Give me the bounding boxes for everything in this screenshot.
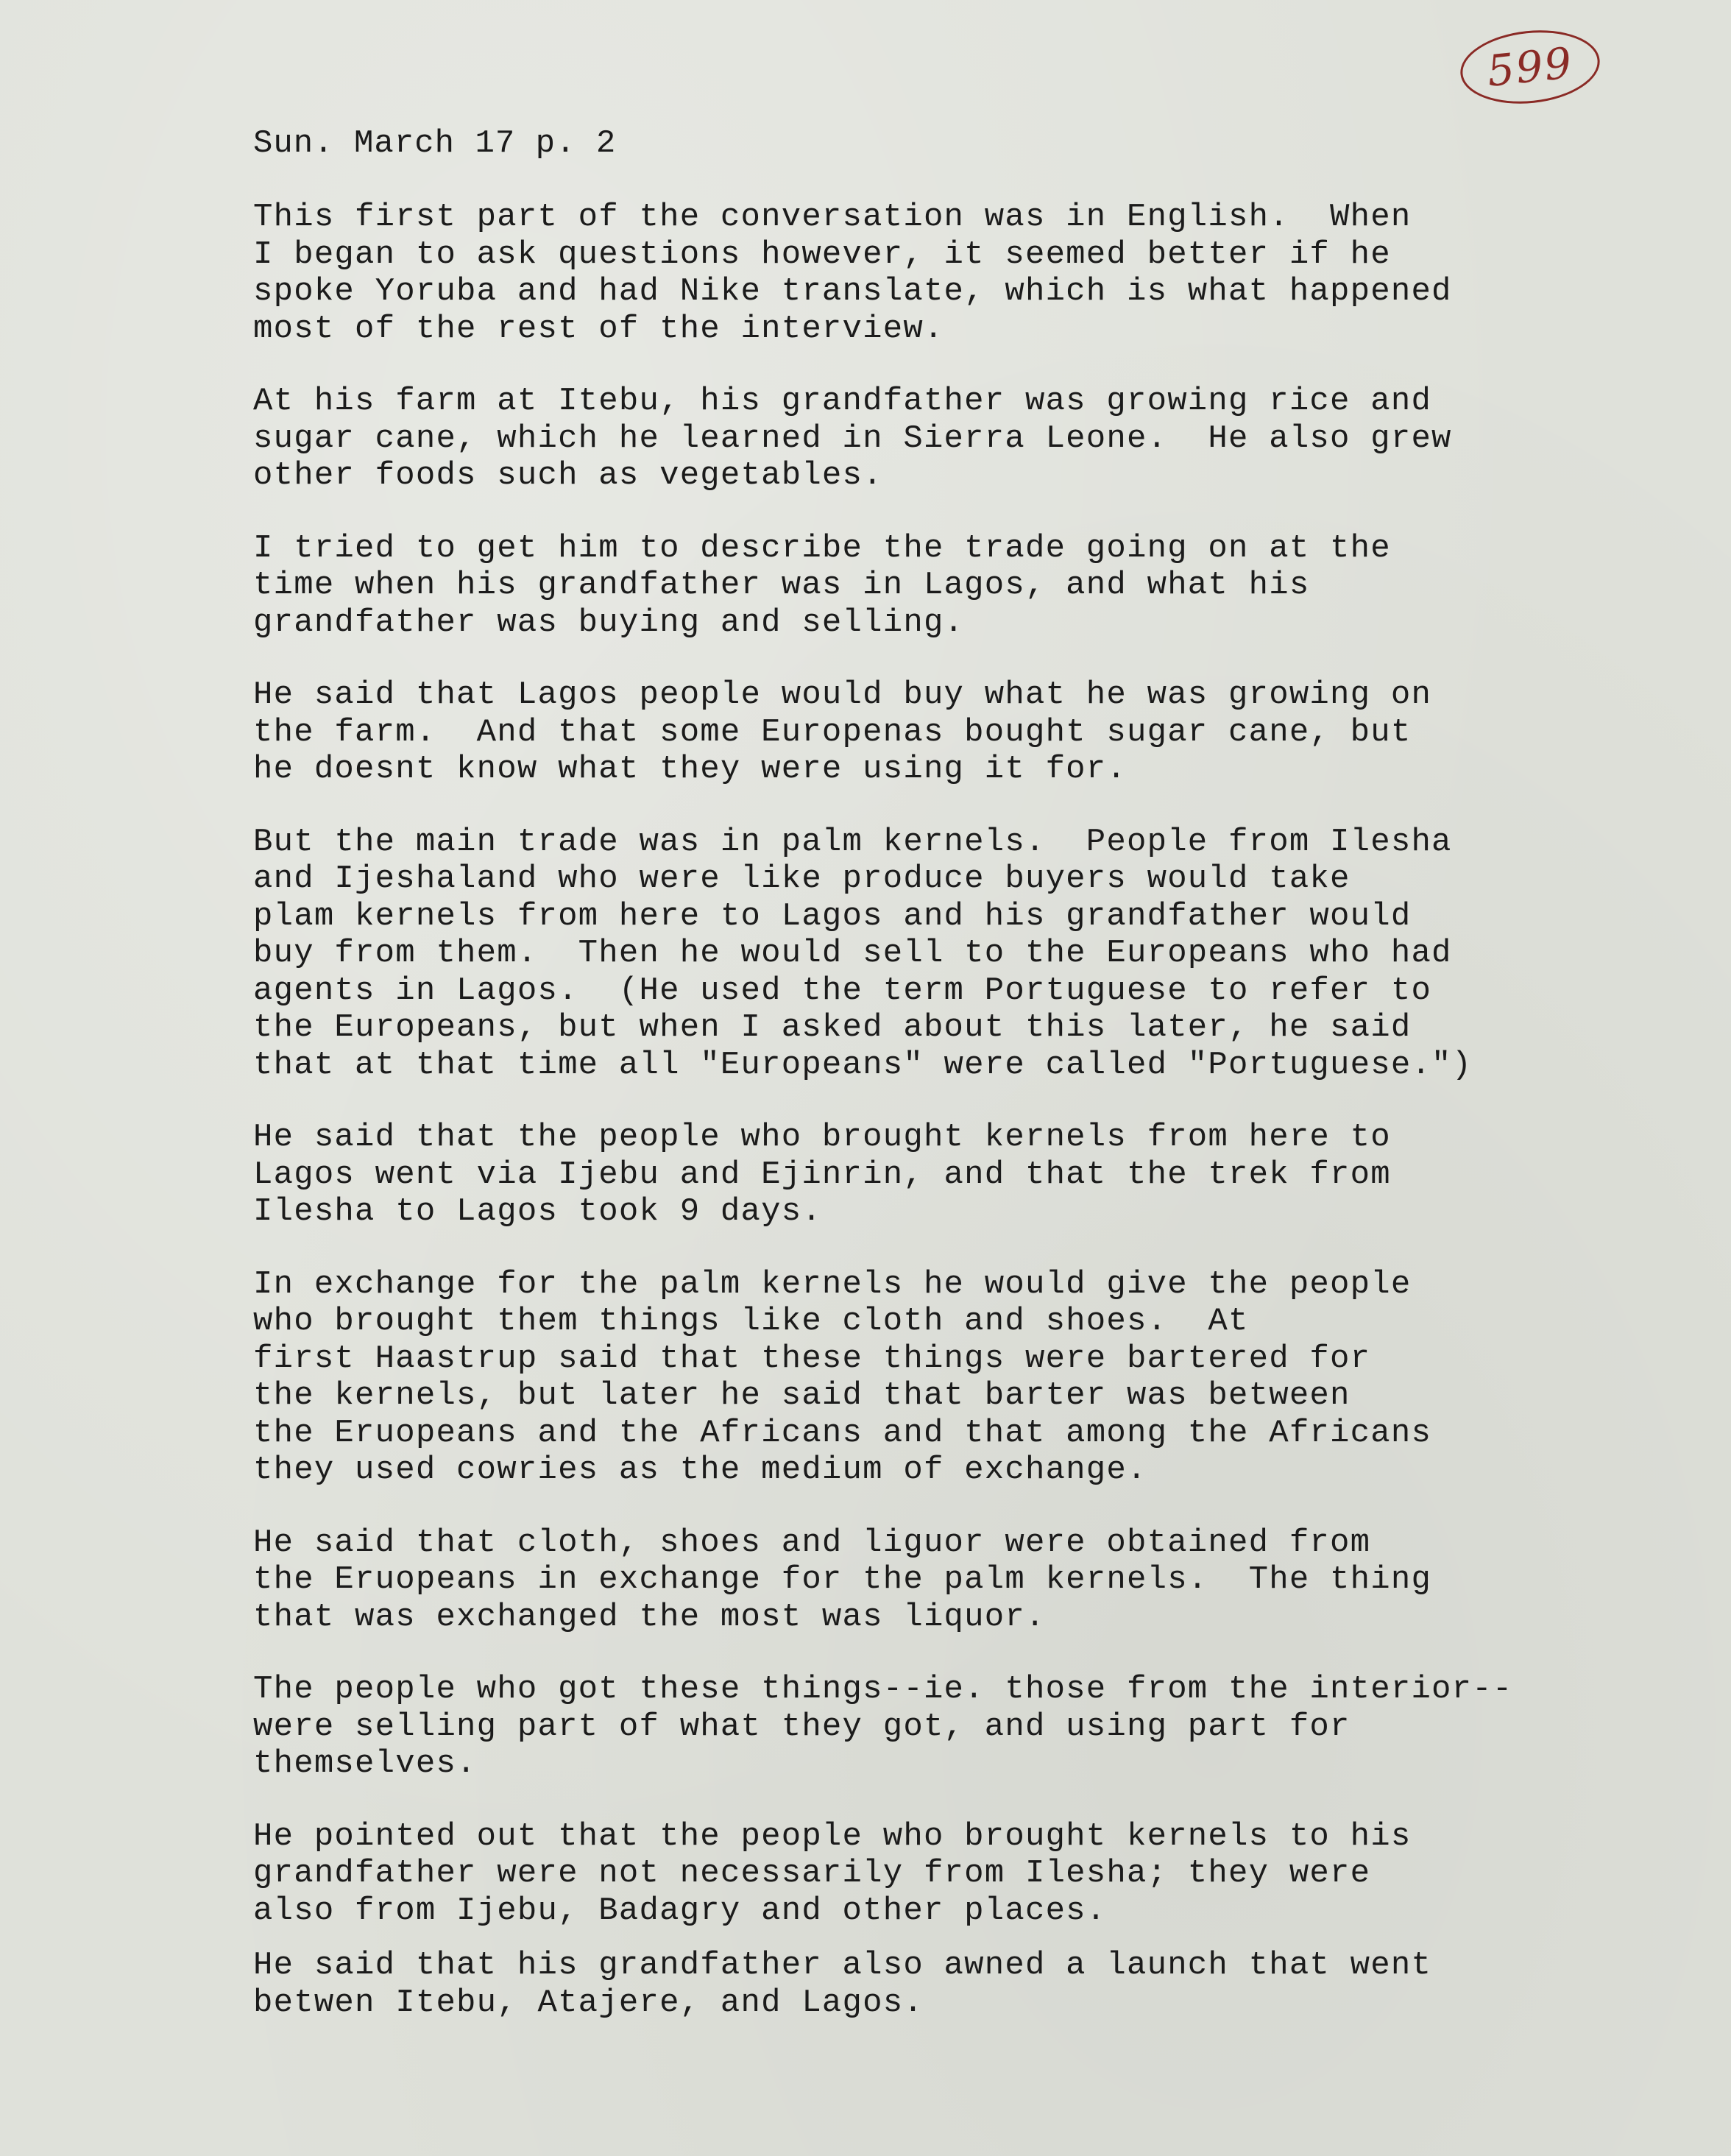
text-line: time when his grandfather was in Lagos, and what his: [253, 567, 1310, 604]
paragraph: [253, 1947, 1652, 2021]
text-line: they used cowries as the medium of exchange.: [253, 1452, 1147, 1488]
text-line: most of the rest of the interview.: [253, 310, 944, 347]
paragraph: [253, 1119, 1652, 1231]
text-line: He said that his grandfather also awned a launch that went: [253, 1947, 1432, 1984]
text-line: He said that cloth, shoes and liguor were obtained from: [253, 1524, 1371, 1561]
paragraph: [253, 676, 1652, 788]
paragraph: [253, 1524, 1652, 1636]
text-line: buy from them. Then he would sell to the Europeans who had: [253, 935, 1452, 972]
text-line: Lagos went via Ijebu and Ejinrin, and that the trek from: [253, 1156, 1391, 1193]
text-line: I tried to get him to describe the trade going on at the: [253, 529, 1391, 567]
text-line: and Ijeshaland who were like produce buyers would take: [253, 860, 1351, 897]
page-header: Sun. March 17 p. 2: [253, 125, 617, 162]
text-line: plam kernels from here to Lagos and his grandfather would: [253, 897, 1412, 935]
text-line: also from Ijebu, Badagry and other places.: [253, 1892, 1107, 1929]
text-line: the farm. And that some Europenas bought sugar cane, but: [253, 713, 1412, 751]
paragraph: [253, 824, 1652, 1084]
text-line: themselves.: [253, 1745, 477, 1782]
text-line: who brought them things like cloth and shoes. At: [253, 1303, 1249, 1340]
text-line: Ilesha to Lagos took 9 days.: [253, 1193, 822, 1230]
text-line: the Eruopeans in exchange for the palm kernels. The thing: [253, 1561, 1432, 1598]
text-line: other foods such as vegetables.: [253, 457, 883, 494]
text-line: spoke Yoruba and had Nike translate, which is what happened: [253, 273, 1452, 310]
text-line: He pointed out that the people who brought kernels to his: [253, 1817, 1412, 1855]
paragraph: [253, 1671, 1652, 1783]
text-line: grandfather were not necessarily from Ilesha; they were: [253, 1855, 1371, 1892]
text-line: sugar cane, which he learned in Sierra Leone. He also grew: [253, 420, 1452, 457]
text-line: He said that the people who brought kernels from here to: [253, 1119, 1391, 1156]
paragraph: [253, 383, 1652, 495]
text-line: first Haastrup said that these things were bartered for: [253, 1340, 1371, 1377]
text-line: agents in Lagos. (He used the term Portuguese to refer to: [253, 972, 1432, 1009]
text-line: He said that Lagos people would buy what he was growing on: [253, 676, 1432, 713]
text-line: At his farm at Itebu, his grandfather was growing rice and: [253, 383, 1432, 420]
text-line: betwen Itebu, Atajere, and Lagos.: [253, 1984, 924, 2021]
text-line: grandfather was buying and selling.: [253, 604, 965, 641]
paragraph: [253, 1818, 1652, 1930]
text-line: But the main trade was in palm kernels. People from Ilesha: [253, 823, 1452, 860]
text-line: that was exchanged the most was liquor.: [253, 1598, 1046, 1636]
text-line: were selling part of what they got, and using part for: [253, 1708, 1351, 1745]
text-line: I began to ask questions however, it seemed better if he: [253, 236, 1391, 273]
text-line: This first part of the conversation was in English. When: [253, 199, 1412, 236]
page-number-stamp: 599: [1456, 24, 1603, 110]
typed-notes: [253, 125, 1652, 2057]
text-line: the kernels, but later he said that barter was between: [253, 1377, 1351, 1414]
paragraph: [253, 199, 1652, 347]
paragraph: [253, 530, 1652, 642]
text-line: In exchange for the palm kernels he would give the people: [253, 1265, 1412, 1303]
paragraph: [253, 1266, 1652, 1489]
text-line: he doesnt know what they were using it for.: [253, 751, 1127, 788]
text-line: The people who got these things--ie. those from the interior--: [253, 1671, 1513, 1708]
text-line: the Europeans, but when I asked about this later, he said: [253, 1009, 1412, 1046]
text-line: that at that time all "Europeans" were called "Portuguese."): [253, 1046, 1473, 1084]
text-line: the Eruopeans and the Africans and that among the Africans: [253, 1414, 1432, 1452]
